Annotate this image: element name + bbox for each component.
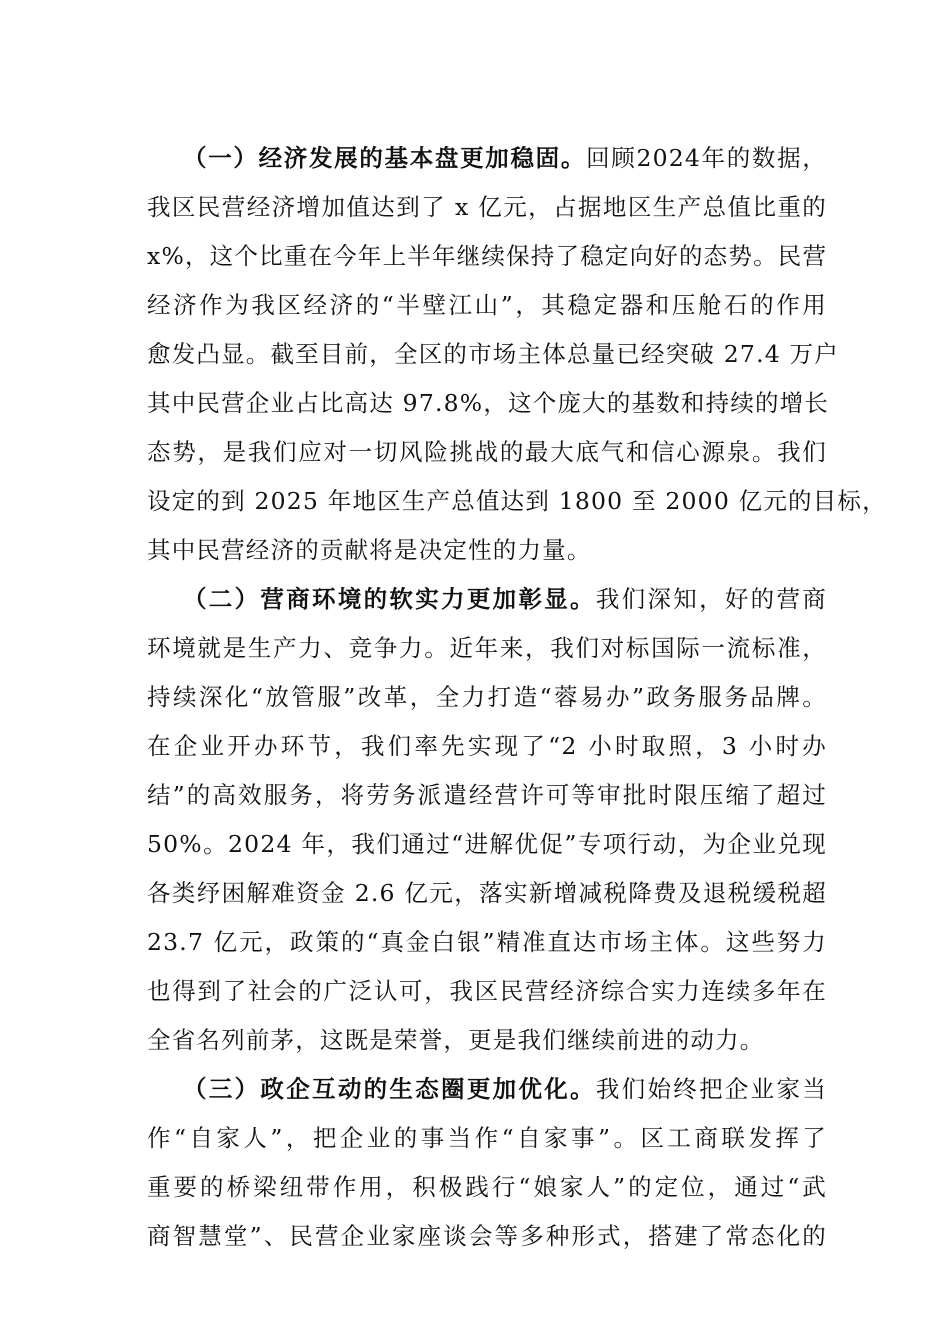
paragraph-1-heading: （一）经济发展的基本盘更加稳固。 [183,144,587,172]
paragraph-3-line-2: 作“自家人”，把企业的事当作“自家事”。区工商联发挥了 [147,1124,827,1152]
paragraph-2-line-4: 在企业开办环节，我们率先实现了“2 小时取照，3 小时办 [147,732,827,760]
paragraph-2-line-9: 也得到了社会的广泛认可，我区民营经济综合实力连续多年在 [147,977,827,1005]
paragraph-1-line-5: 愈发凸显。截至目前，全区的市场主体总量已经突破 27.4 万户 [147,340,839,368]
paragraph-2-line-10: 全省名列前茅，这既是荣誉，更是我们继续前进的动力。 [147,1026,765,1054]
paragraph-1-line-3: x%，这个比重在今年上半年继续保持了稳定向好的态势。民营 [147,242,828,270]
paragraph-1-line-2: 我区民营经济增加值达到了 x 亿元，占据地区生产总值比重的 [147,193,827,221]
paragraph-1-line-8: 设定的到 2025 年地区生产总值达到 1800 至 2000 亿元的目标， [147,487,887,515]
paragraph-2-line-2: 环境就是生产力、竞争力。近年来，我们对标国际一流标准， [147,634,827,662]
paragraph-3-line-1: （三）政企互动的生态圈更加优化。我们始终把企业家当 [183,1075,827,1103]
paragraph-2-line-5: 结”的高效服务，将劳务派遣经营许可等审批时限压缩了超过 [147,781,827,809]
paragraph-2-line-6: 50%。2024 年，我们通过“进解优促”专项行动，为企业兑现 [147,830,827,858]
paragraph-1-line-4: 经济作为我区经济的“半壁江山”，其稳定器和压舱石的作用 [147,291,827,319]
paragraph-3-line-3: 重要的桥梁纽带作用，积极践行“娘家人”的定位，通过“武 [147,1173,827,1201]
paragraph-1-line-1: （一）经济发展的基本盘更加稳固。回顾2024年的数据， [183,144,828,172]
paragraph-1-line-7: 态势，是我们应对一切风险挑战的最大底气和信心源泉。我们 [147,438,827,466]
paragraph-2-line-1: （二）营商环境的软实力更加彰显。我们深知，好的营商 [183,585,827,613]
paragraph-2-line-3: 持续深化“放管服”改革，全力打造“蓉易办”政务服务品牌。 [147,683,827,711]
paragraph-1-line-9: 其中民营经济的贡献将是决定性的力量。 [147,536,592,564]
paragraph-2-heading: （二）营商环境的软实力更加彰显。 [183,585,596,613]
paragraph-2-line-8: 23.7 亿元，政策的“真金白银”精准直达市场主体。这些努力 [147,928,827,956]
paragraph-2-line-7: 各类纾困解难资金 2.6 亿元，落实新增减税降费及退税缓税超 [147,879,827,907]
paragraph-1-line-6: 其中民营企业占比高达 97.8%，这个庞大的基数和持续的增长 [147,389,830,417]
paragraph-3-heading: （三）政企互动的生态圈更加优化。 [183,1075,596,1103]
paragraph-3-line-4: 商智慧堂”、民营企业家座谈会等多种形式，搭建了常态化的 [147,1222,827,1250]
